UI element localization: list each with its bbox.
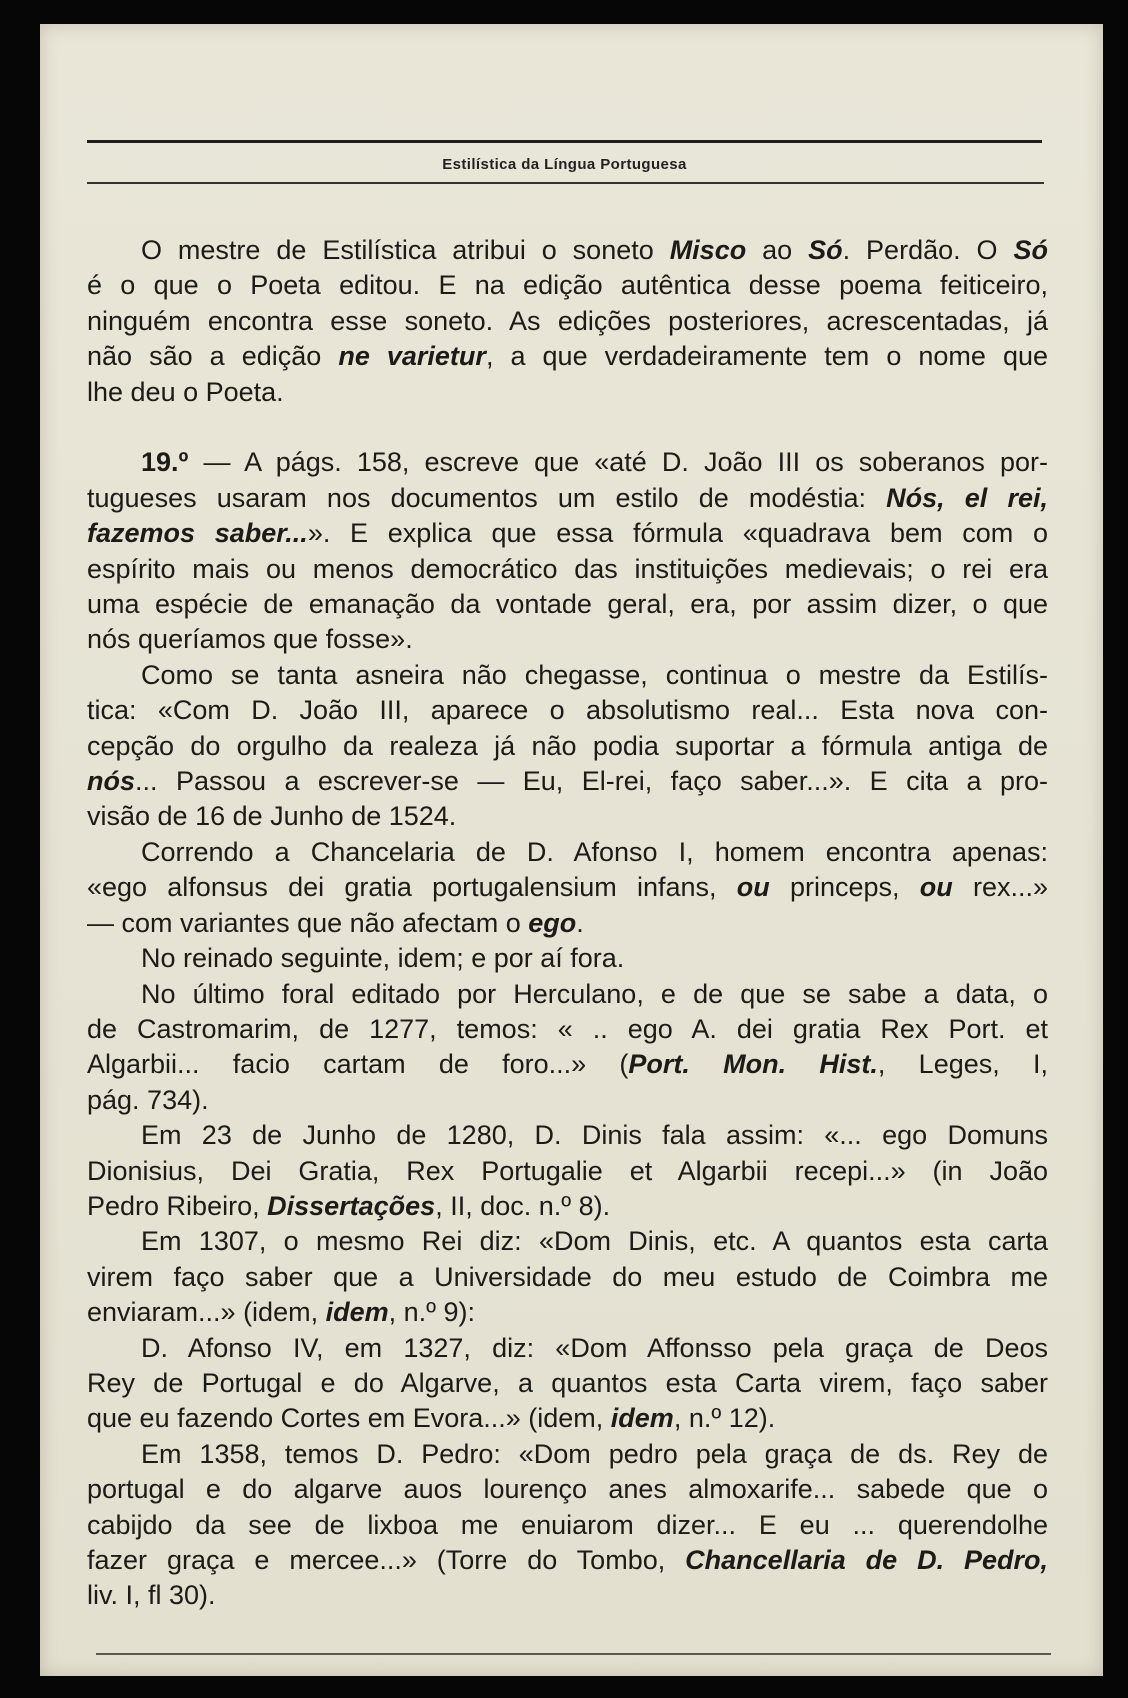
text-segment: — A págs. 158, escreve que «até D. João III os soberanos por- — [188, 447, 1048, 478]
italic-text: Dissertações — [267, 1190, 436, 1221]
text-line — [87, 445, 1048, 480]
text-segment: cepção do orgulho da realeza já não podia suportar a fórmula antiga de — [87, 730, 1048, 761]
text-segment: enviaram...» (idem, — [87, 1297, 326, 1328]
text-line — [87, 1189, 1048, 1224]
text-segment: Algarbii... facio cartam de foro...» ( — [87, 1049, 629, 1080]
text-segment: liv. I, fl 30). — [87, 1580, 216, 1611]
text-line — [87, 1472, 1048, 1507]
text-line — [87, 622, 1048, 657]
text-segment: ». E explica que essa fórmula «quadrava bem com o — [307, 518, 1048, 549]
text-segment: , Leges, I, — [877, 1049, 1048, 1080]
text-line — [87, 1260, 1048, 1295]
text-line — [87, 1543, 1048, 1578]
text-line — [87, 658, 1048, 693]
text-segment: rex...» — [952, 872, 1049, 903]
text-line — [87, 375, 1048, 410]
text-segment: tugueses usaram nos documentos um estilo de modéstia: — [87, 482, 887, 513]
text-line — [87, 764, 1048, 799]
text-segment: Em 1307, o mesmo Rei diz: «Dom Dinis, etc. A quantos esta carta — [141, 1226, 1048, 1257]
italic-text: Misco — [669, 235, 747, 265]
text-segment: fazer graça e mercee...» (Torre do Tombo, — [87, 1545, 686, 1576]
paragraph — [87, 233, 1048, 410]
paragraph — [87, 1118, 1048, 1224]
text-line — [87, 268, 1048, 303]
text-line — [87, 870, 1048, 905]
text-segment: D. Afonso IV, em 1327, diz: «Dom Affonsso pela graça de Deos — [141, 1332, 1048, 1363]
text-segment: ninguém encontra esse soneto. As edições posteriores, acrescentadas, já — [87, 305, 1048, 336]
text-line — [87, 304, 1048, 339]
text-segment: tica: «Com D. João III, aparece o absolutismo real... Esta nova con- — [87, 695, 1048, 726]
text-segment: não são a edição — [87, 341, 339, 372]
text-segment: uma espécie de emanação da vontade geral, era, por assim dizer, o que — [87, 589, 1048, 620]
text-segment: lhe deu o Poeta. — [87, 376, 284, 407]
italic-text: ou — [919, 872, 953, 903]
text-line — [87, 481, 1048, 516]
text-segment: Como se tanta asneira não chegasse, continua o mestre da Estilís- — [141, 659, 1048, 690]
text-line — [87, 1224, 1048, 1259]
text-segment: , a que verdadeiramente tem o nome que — [485, 341, 1049, 372]
paragraph — [87, 977, 1048, 1119]
italic-text: Nós, el rei, — [886, 482, 1048, 513]
newspaper-clipping — [40, 24, 1103, 1676]
text-line — [87, 941, 1048, 976]
text-segment: , n.º 12). — [673, 1403, 776, 1434]
paragraph — [87, 1331, 1048, 1437]
text-segment: — com variantes que não afectam o — [87, 907, 529, 938]
text-line — [87, 233, 1048, 268]
italic-text: Só — [1013, 235, 1048, 265]
text-line — [87, 729, 1048, 764]
text-segment: virem faço saber que a Universidade do meu estudo de Coimbra me — [87, 1261, 1048, 1292]
text-segment: . — [576, 907, 584, 938]
italic-text: ou — [736, 872, 770, 903]
italic-text: ego — [528, 907, 577, 938]
header-rule-top — [87, 140, 1042, 143]
text-segment: No último foral editado por Herculano, e de que se sabe a data, o — [141, 978, 1048, 1009]
text-line — [87, 516, 1048, 551]
header-rule-bottom — [87, 182, 1044, 184]
paragraph — [87, 1437, 1048, 1614]
text-segment: , n.º 9): — [388, 1297, 476, 1328]
text-segment: visão de 16 de Junho de 1524. — [87, 801, 457, 832]
text-segment: , II, doc. n.º 8). — [435, 1190, 611, 1221]
text-segment: Pedro Ribeiro, — [87, 1190, 268, 1221]
text-segment: portugal e do algarve auos lourenço anes almoxarife... sabede que o — [87, 1474, 1048, 1505]
text-line — [87, 1083, 1048, 1118]
footer-rule — [96, 1653, 1051, 1655]
text-segment: ... Passou a escrever-se — Eu, El-rei, faço saber...». E cita a pro- — [135, 766, 1048, 797]
text-segment: No reinado seguinte, idem; e por aí fora. — [141, 943, 625, 974]
text-line — [87, 552, 1048, 587]
italic-text: ne varietur — [338, 341, 486, 372]
text-segment: Em 23 de Junho de 1280, D. Dinis fala assim: «... ego Domuns — [141, 1120, 1048, 1151]
text-segment: Rey de Portugal e do Algarve, a quantos esta Carta virem, faço saber — [87, 1367, 1048, 1398]
text-line — [87, 1331, 1048, 1366]
italic-text: idem — [610, 1403, 674, 1434]
text-segment: Correndo a Chancelaria de D. Afonso I, homem encontra apenas: — [141, 836, 1048, 867]
article-body — [87, 233, 1048, 1614]
text-segment: ao — [746, 235, 809, 265]
text-segment: O mestre de Estilística atribui o soneto — [141, 235, 670, 265]
item-number: 19.º — [141, 447, 189, 478]
text-line — [87, 1508, 1048, 1543]
paragraph — [87, 835, 1048, 941]
text-segment: de Castromarim, de 1277, temos: « .. ego A. dei gratia Rex Port. et — [87, 1013, 1048, 1044]
text-segment: Em 1358, temos D. Pedro: «Dom pedro pela graça de ds. Rey de — [141, 1438, 1048, 1469]
italic-text: idem — [325, 1297, 389, 1328]
text-line — [87, 906, 1048, 941]
text-line — [87, 1047, 1048, 1082]
text-line — [87, 1366, 1048, 1401]
text-segment: que eu fazendo Cortes em Evora...» (idem, — [87, 1403, 611, 1434]
italic-text: fazemos saber... — [87, 518, 308, 549]
italic-text: nós — [87, 766, 136, 797]
text-line — [87, 977, 1048, 1012]
text-line — [87, 339, 1048, 374]
paragraph — [87, 658, 1048, 835]
text-line — [87, 1012, 1048, 1047]
text-segment: espírito mais ou menos democrático das instituições medievais; o rei era — [87, 553, 1048, 584]
text-segment: pág. 734). — [87, 1084, 209, 1115]
paragraph — [87, 445, 1048, 657]
text-line — [87, 1295, 1048, 1330]
paragraph — [87, 941, 1048, 976]
paragraph — [87, 1224, 1048, 1330]
italic-text: Port. Mon. Hist. — [628, 1049, 878, 1080]
text-line — [87, 1118, 1048, 1153]
text-line — [87, 693, 1048, 728]
text-line — [87, 1578, 1048, 1613]
text-segment: cabijdo da see de lixboa me enuiarom dizer... E eu ... querendolhe — [87, 1509, 1048, 1540]
text-segment: Dionisius, Dei Gratia, Rex Portugalie et Algarbii recepi...» (in João — [87, 1155, 1048, 1186]
text-line — [87, 799, 1048, 834]
italic-text: Chancellaria de D. Pedro, — [685, 1545, 1049, 1576]
text-segment: . Perdão. O — [842, 235, 1014, 265]
text-line — [87, 1437, 1048, 1472]
running-header: Estilística da Língua Portuguesa — [442, 156, 687, 173]
text-segment: «ego alfonsus dei gratia portugalensium infans, — [87, 872, 737, 903]
text-line — [87, 835, 1048, 870]
text-line — [87, 1154, 1048, 1189]
text-line — [87, 587, 1048, 622]
italic-text: Só — [808, 235, 843, 265]
text-segment: é o que o Poeta editou. E na edição autêntica desse poema feiticeiro, — [87, 270, 1048, 301]
text-segment: princeps, — [769, 872, 920, 903]
text-line — [87, 1401, 1048, 1436]
text-segment: nós queríamos que fosse». — [87, 624, 413, 655]
